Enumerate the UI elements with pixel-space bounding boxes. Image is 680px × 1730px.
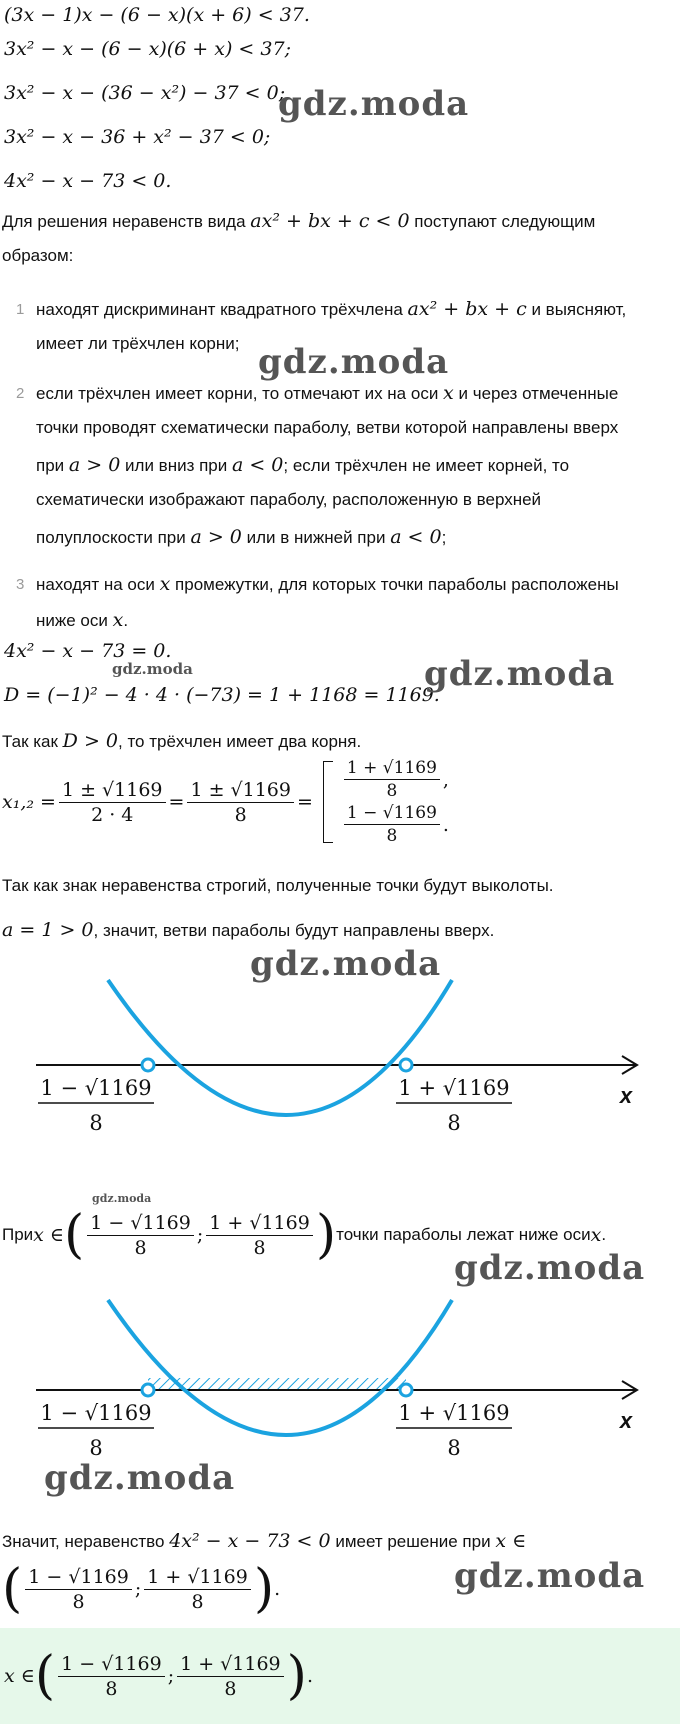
left-root-numerator: 1 − √1169 — [40, 1401, 152, 1425]
left-root-denominator: 8 — [89, 1436, 103, 1460]
step-number-3: 3 — [16, 576, 25, 593]
conclusion-interval: ( $\frac{1 - √1169}{8}$ ; $\frac{1 + √1169}{8}$ ) . — [2, 1559, 281, 1619]
equation-line-1: (3x − 1)x − (6 − x)(x + 6) < 37. — [4, 4, 310, 26]
equation-line-2: 3x² − x − (6 − x)(6 + x) < 37; — [4, 38, 291, 60]
roots-formula: x₁,₂ = $\frac{1 \pm √1169}{2 \cdot 4}$ = $\frac{1 \pm √1169}{8}$ = $\frac{1 + √1169}{8}$ , $\frac{1 - √1169}{8}$ . — [2, 758, 449, 846]
watermark: gdz.moda — [112, 660, 193, 678]
punctured-point-left — [142, 1384, 154, 1396]
step-1-line-1: находят дискриминант квадратного трёхчлена ax² + bx + c и выясняют, — [36, 298, 627, 320]
step-3-line-2: ниже оси x. — [36, 609, 129, 631]
watermark: gdz.moda — [454, 1556, 646, 1596]
right-root-numerator: 1 + √1169 — [398, 1076, 510, 1100]
roots-set-bracket — [323, 761, 333, 843]
fraction: $\frac{1 + √1169}{8}$ — [344, 758, 440, 801]
right-root-denominator: 8 — [447, 1111, 461, 1135]
watermark: gdz.moda — [424, 654, 616, 694]
watermark: gdz.moda — [278, 84, 470, 124]
fraction: $\frac{1 + √1169}{8}$ — [177, 1653, 284, 1700]
watermark: gdz.moda — [258, 342, 450, 382]
parabola-graph-1 — [0, 960, 680, 1145]
right-root-numerator: 1 + √1169 — [398, 1401, 510, 1425]
step-2-line-5: полуплоскости при a > 0 или в нижней при a < 0; — [36, 526, 447, 548]
step-1-line-2: имеет ли трёхчлен корни; — [36, 334, 240, 353]
step-2-line-3: при a > 0 или вниз при a < 0; если трёхчлен не имеет корней, то — [36, 454, 570, 476]
equation-line-5: 4x² − x − 73 < 0. — [4, 170, 172, 192]
watermark: gdz.moda — [92, 1192, 152, 1205]
watermark: gdz.moda — [44, 1458, 236, 1498]
strict-note: Так как знак неравенства строгий, полученные точки будут выколоты. — [2, 876, 554, 895]
interval-sentence: При x ∈ ( $\frac{1 - √1169}{8}$ ; $\frac{1 + √1169}{8}$ ) точки параболы лежат ниже оси x . — [2, 1205, 607, 1265]
equation-line-3: 3x² − x − (36 − x²) − 37 < 0; — [4, 82, 286, 104]
equation-line-4: 3x² − x − 36 + x² − 37 < 0; — [4, 126, 271, 148]
left-root-denominator: 8 — [89, 1111, 103, 1135]
fraction: $\frac{1 + √1169}{8}$ — [144, 1566, 251, 1613]
step-number-2: 2 — [16, 385, 25, 402]
left-root-numerator: 1 − √1169 — [40, 1076, 152, 1100]
roots-lhs: x₁,₂ = — [2, 791, 56, 813]
final-answer: x ∈ ( $\frac{1 - √1169}{8}$ ; $\frac{1 + √1169}{8}$ ) . — [4, 1646, 313, 1706]
discriminant-note: Так как D > 0, то трёхчлен имеет два корня. — [2, 730, 362, 752]
discriminant-formula: D = (−1)² − 4 · 4 · (−73) = 1 + 1168 = 1169. — [4, 684, 440, 706]
fraction: $\frac{1 + √1169}{8}$ — [206, 1212, 313, 1259]
intro-line-2: образом: — [2, 246, 74, 265]
fraction: $\frac{1 - √1169}{8}$ — [87, 1212, 194, 1259]
conclusion-line-1: Значит, неравенство 4x² − x − 73 < 0 имеет решение при x ∈ — [2, 1530, 527, 1552]
axis-label-x: x — [619, 1083, 633, 1108]
watermark: gdz.moda — [454, 1248, 646, 1288]
roots-set: $\frac{1 + √1169}{8}$ , $\frac{1 - √1169}{8}$ . — [341, 758, 449, 846]
step-2-line-2: точки проводят схематически параболу, ветви которой направлены вверх — [36, 418, 619, 437]
solution-hatching — [148, 1378, 406, 1390]
parabola-graph-2 — [0, 1290, 680, 1475]
intro-line-1: Для решения неравенств вида ax² + bx + c < 0 поступают следующим — [2, 210, 596, 232]
punctured-point-right — [400, 1384, 412, 1396]
quadratic-equation: 4x² − x − 73 = 0. — [4, 640, 172, 662]
fraction: $\frac{1 - √1169}{8}$ — [344, 803, 440, 846]
step-2-line-4: схематически изображают параболу, расположенную в верхней — [36, 490, 542, 509]
axis-label-x: x — [619, 1408, 633, 1433]
punctured-point-left — [142, 1059, 154, 1071]
step-number-1: 1 — [16, 301, 25, 318]
fraction: $\frac{1 - √1169}{8}$ — [25, 1566, 132, 1613]
fraction: $\frac{1 - √1169}{8}$ — [58, 1653, 165, 1700]
right-root-denominator: 8 — [447, 1436, 461, 1460]
step-2-line-1: если трёхчлен имеет корни, то отмечают их на оси x и через отмеченные — [36, 382, 619, 404]
branches-note: a = 1 > 0, значит, ветви параболы будут направлены вверх. — [2, 919, 495, 941]
fraction: $\frac{1 \pm √1169}{8}$ — [187, 779, 294, 826]
fraction: $\frac{1 \pm √1169}{2 \cdot 4}$ — [59, 779, 166, 826]
punctured-point-right — [400, 1059, 412, 1071]
step-3-line-1: находят на оси x промежутки, для которых точки параболы расположены — [36, 573, 619, 595]
watermark: gdz.moda — [250, 944, 442, 984]
